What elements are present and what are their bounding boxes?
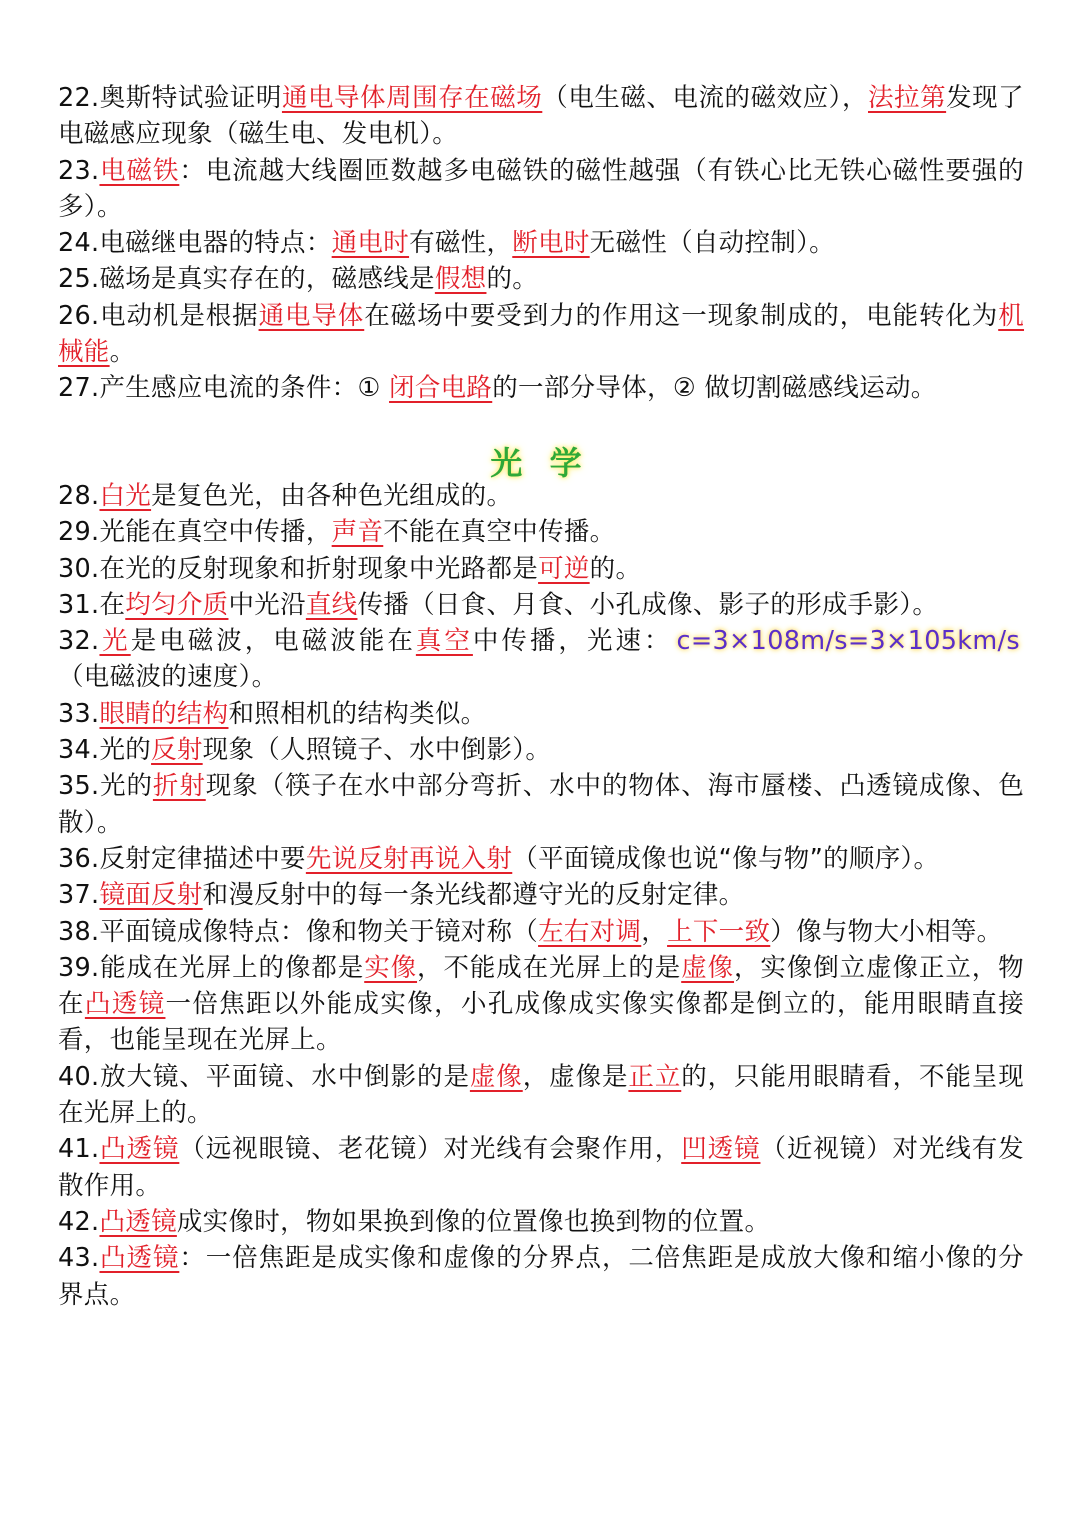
note-text: 37. [58,880,100,911]
note-text: ：一倍焦距是成实像和虚像的分界点，二倍焦距是成放大像和缩小像的分界点。 [58,1243,1024,1310]
key-term: 左右对调 [538,916,642,947]
note-text: 现象（筷子在水中部分弯折、水中的物体、海市蜃楼、凸透镜成像、色散）。 [58,771,1024,838]
note-text: 在磁场中要受到力的作用这一现象制成的，电能转化为 [364,300,999,331]
key-term: 断电时 [512,228,590,259]
key-term: 通电导体 [258,300,365,331]
note-item-41 [58,1131,1024,1204]
key-term: 直线 [305,589,358,620]
light-speed-formula: c=3×108m/s=3×105km/s [676,626,1020,657]
note-text: 和照相机的结构类似。 [228,698,487,729]
note-item-36 [58,841,1024,877]
note-text: 35.光的 [58,771,153,802]
note-text: ）像与物大小相等。 [770,916,1003,947]
note-text: 39.能成在光屏上的像都是 [58,952,365,983]
note-text: 一倍焦距以外能成实像，小孔成像成实像实像都是倒立的，能用眼睛直接看，也能呈现在光屏上。 [58,989,1024,1056]
note-text: 34.光的 [58,735,152,766]
key-term: 可逆 [538,553,590,584]
note-text: 25.磁场是真实存在的，磁感线是 [58,264,435,295]
key-term: 虚像 [469,1061,523,1092]
key-term: 凸透镜 [84,989,166,1020]
note-text: 38.平面镜成像特点：像和物关于镜对称（ [58,916,539,947]
note-text: （电磁波的速度）。 [58,662,278,693]
note-text: 41. [58,1134,100,1165]
note-text: 42. [58,1206,100,1237]
note-item-38 [58,914,1024,950]
key-term: 机械能 [58,300,1025,368]
key-term: 光 [99,626,131,657]
key-term: 通电导体周围存在磁场 [281,83,543,113]
key-term: 声音 [331,517,384,548]
note-text: 中光沿 [228,589,306,620]
note-text: 43. [58,1243,100,1274]
note-text: （电生磁、电流的磁效应）， [542,83,868,113]
key-term: 先说反射再说入射 [305,843,513,874]
note-text: 30.在光的反射现象和折射现象中光路都是 [58,553,539,584]
note-text: 31.在 [58,589,126,620]
note-text: 无磁性（自动控制）。 [589,228,835,259]
note-text: ：电流越大线圈匝数越多电磁铁的磁性越强（有铁心比无铁心磁性要强的多）。 [58,155,1024,222]
note-text: 24.电磁继电器的特点： [58,228,332,259]
key-term: 实像 [364,952,418,983]
note-item-25 [58,261,1024,297]
note-text: 成实像时，物如果换到像的位置像也换到物的位置。 [176,1206,771,1237]
note-item-32 [58,623,1024,696]
key-term: 凹透镜 [681,1134,761,1165]
note-text: 不能在真空中传播。 [383,517,616,548]
note-text: 有磁性， [409,228,513,259]
key-term: 虚像 [681,952,735,983]
note-text: 40.放大镜、平面镜、水中倒影的是 [58,1061,470,1092]
note-text: 是电磁波，电磁波能在 [130,626,416,657]
optics-notes [0,478,1080,1313]
note-text: 是复色光，由各种色光组成的。 [151,481,513,511]
note-text: 的一部分导体，② 做切割磁感线运动。 [492,373,937,404]
note-item-23 [58,153,1024,226]
note-text: 29.光能在真空中传播， [58,517,332,548]
note-text: 36.反射定律描述中要 [58,843,306,874]
note-text: 33. [58,698,100,729]
note-text: 32. [58,626,100,657]
note-item-43 [58,1240,1024,1313]
key-term: 凸透镜 [99,1134,180,1165]
key-term: 眼睛的结构 [99,698,229,729]
note-item-42 [58,1204,1024,1240]
note-text: ，不能成在光屏上的是 [417,952,682,983]
key-term: 通电时 [331,228,410,259]
key-term: 凸透镜 [99,1243,180,1274]
note-text: ，虚像是 [522,1061,629,1092]
key-term: 均匀介质 [125,589,229,620]
note-text: ， [641,916,668,947]
key-term: 上下一致 [667,916,771,947]
key-term: 假想 [434,264,487,295]
note-item-33 [58,696,1024,732]
electromagnetism-notes [0,80,1080,407]
note-text: （远视眼镜、老花镜）对光线有会聚作用， [179,1134,682,1165]
note-text: ，实像倒立虚像正立，物在 [58,952,1024,1020]
note-item-24 [58,225,1024,261]
key-term: 电磁铁 [99,155,180,186]
note-item-30 [58,551,1024,587]
note-text: 的。 [486,264,539,295]
key-term: 反射 [151,735,203,766]
note-text: （平面镜成像也说“像与物”的顺序）。 [512,843,940,874]
note-text: 和漫反射中的每一条光线都遵守光的反射定律。 [202,880,745,911]
note-item-31 [58,587,1024,623]
note-text: 26.电动机是根据 [58,300,259,331]
note-item-34 [58,732,1024,768]
note-text: 28. [58,481,100,511]
key-term: 闭合电路 [389,373,493,404]
key-term: 真空 [415,626,473,657]
note-text: 中传播，光速： [472,626,673,657]
note-item-40 [58,1059,1024,1132]
key-term: 凸透镜 [99,1206,177,1237]
note-text: 的。 [589,553,642,584]
key-term: 正立 [628,1061,682,1092]
note-text: 。 [109,337,136,368]
note-item-35 [58,768,1024,841]
note-text: （近视镜）对光线有发散作用。 [58,1134,1024,1201]
key-term: 折射 [152,771,206,802]
key-term: 镜面反射 [99,880,203,911]
note-item-28 [58,478,1024,514]
note-text: 23. [58,155,100,186]
optics-section-title: 光 学 [490,444,590,482]
note-item-37 [58,877,1024,913]
note-text: 现象（人照镜子、水中倒影）。 [202,735,552,766]
note-item-29 [58,514,1024,550]
note-text: 27.产生感应电流的条件：① [58,373,390,404]
note-text: 传播（日食、月食、小孔成像、影子的形成手影）。 [357,589,939,620]
note-item-22 [58,80,1024,153]
key-term: 法拉第 [868,83,947,113]
note-text: 的，只能用眼睛看，不能呈现在光屏上的。 [58,1061,1025,1129]
note-text: 22.奥斯特试验证明 [58,83,282,113]
note-item-39 [58,950,1024,1059]
note-item-26 [58,298,1024,371]
note-item-27 [58,370,1024,406]
note-text: 发现了电磁感应现象（磁生电、发电机）。 [58,83,1024,150]
key-term: 白光 [99,481,152,511]
